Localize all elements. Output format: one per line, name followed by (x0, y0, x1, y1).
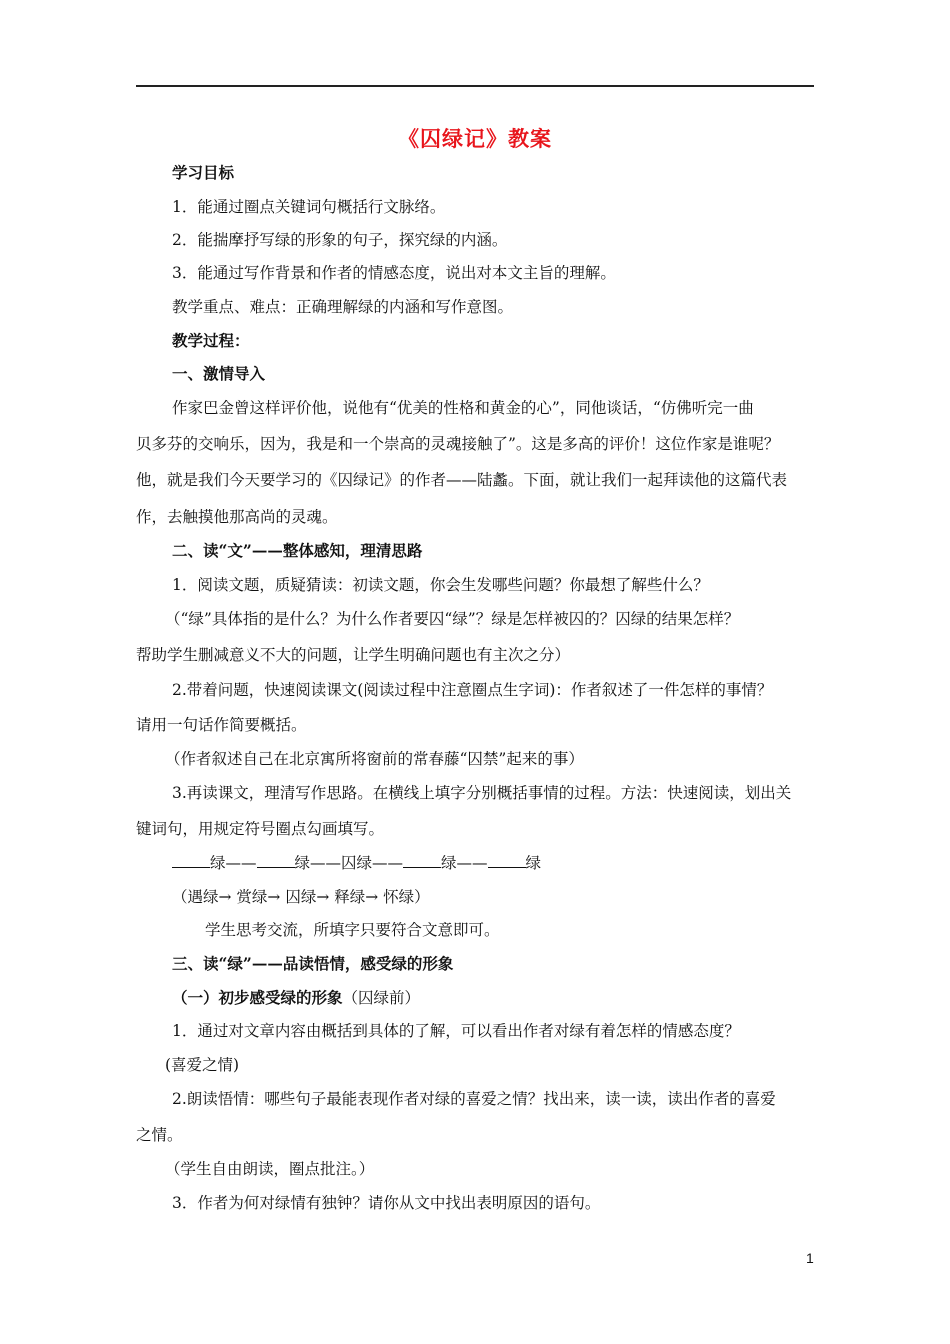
subsection-1-tail: （囚绿前） (342, 989, 421, 1007)
section-2-question-3: 键词句，用规定符号圈点勾画填写。 (136, 820, 385, 838)
section-2-question-2-note: （作者叙述自己在北京寓所将窗前的常春藤“囚禁”起来的事） (165, 750, 584, 768)
section-3-question-1: 1．通过对文章内容由概括到具体的了解，可以看出作者对绿有着怎样的情感态度？ (172, 1022, 740, 1040)
blank-line[interactable] (257, 853, 295, 868)
section-2-question-2: 请用一句话作简要概括。 (136, 716, 307, 734)
page-title: 《囚绿记》教案 (398, 126, 552, 151)
section-2-question-1-note: 帮助学生删减意义不大的问题，让学生明确问题也有主次之分） (136, 646, 571, 664)
section-3-heading: 三、读“绿”——品读悟情，感受绿的形象 (172, 954, 454, 973)
section-3-question-2: 之情。 (136, 1126, 183, 1144)
objective-1: 1．能通过圈点关键词句概括行文脉络。 (172, 198, 446, 216)
section-3-question-1-answer: (喜爱之情) (165, 1056, 240, 1074)
fill-part: 绿—— (210, 854, 257, 872)
blank-line[interactable] (172, 853, 210, 868)
section-1-heading: 一、激情导入 (172, 364, 266, 383)
section-3-question-2-note: （学生自由朗读，圈点批注。） (165, 1160, 375, 1178)
section-2-question-3: 3.再读课文，理清写作思路。在横线上填字分别概括事情的过程。方法：快速阅读，划出关 (172, 784, 792, 802)
fill-answer: （遇绿→ 赏绿→ 囚绿→ 释绿→ 怀绿） (172, 888, 430, 906)
section-3-question-3: 3．作者为何对绿情有独钟？请你从文中找出表明原因的语句。 (172, 1194, 601, 1212)
fill-part: 绿——囚绿—— (294, 854, 404, 872)
section-2-question-2: 2.带着问题，快速阅读课文(阅读过程中注意圈点生字词)：作者叙述了一件怎样的事情？ (172, 681, 773, 699)
process-heading: 教学过程： (172, 331, 250, 350)
objectives-heading: 学习目标 (172, 163, 235, 182)
fill-part: 绿 (525, 854, 542, 872)
blank-line[interactable] (488, 853, 526, 868)
key-points: 教学重点、难点：正确理解绿的内涵和写作意图。 (172, 298, 514, 316)
blank-line[interactable] (403, 853, 441, 868)
section-3-question-2: 2.朗读悟情：哪些句子最能表现作者对绿的喜爱之情？找出来，读一读，读出作者的喜爱 (172, 1090, 776, 1108)
section-2-heading: 二、读“文”——整体感知，理清思路 (172, 541, 423, 560)
section-1-para-line: 他，就是我们今天要学习的《囚绿记》的作者——陆蠡。下面，就让我们一起拜读他的这篇代表 (136, 471, 788, 489)
section-1-para-line: 作家巴金曾这样评价他，说他有“优美的性格和黄金的心”，同他谈话，“仿佛听完一曲 (172, 399, 754, 417)
fill-part: 绿—— (441, 854, 488, 872)
fill-in-blanks (172, 853, 541, 873)
section-1-para-line: 作，去触摸他那高尚的灵魂。 (136, 508, 338, 526)
objective-2: 2．能揣摩抒写绿的形象的句子，探究绿的内涵。 (172, 231, 508, 249)
page-number: 1 (806, 1250, 814, 1266)
section-2-question-1-note: （“绿”具体指的是什么？为什么作者要囚“绿”？绿是怎样被囚的？囚绿的结果怎样？ (165, 610, 740, 628)
objective-3: 3．能通过写作背景和作者的情感态度，说出对本文主旨的理解。 (172, 264, 616, 282)
subsection-1-title: （一）初步感受绿的形象 (172, 988, 343, 1007)
section-1-para-line: 贝多芬的交响乐，因为，我是和一个崇高的灵魂接触了”。这是多高的评价！这位作家是谁呢？ (136, 435, 780, 453)
fill-note: 学生思考交流，所填字只要符合文意即可。 (205, 921, 500, 939)
section-2-question-1: 1．阅读文题，质疑猜读：初读文题，你会生发哪些问题？你最想了解些什么？ (172, 576, 709, 594)
header-rule (136, 85, 814, 87)
subsection-1-heading (172, 988, 420, 1008)
